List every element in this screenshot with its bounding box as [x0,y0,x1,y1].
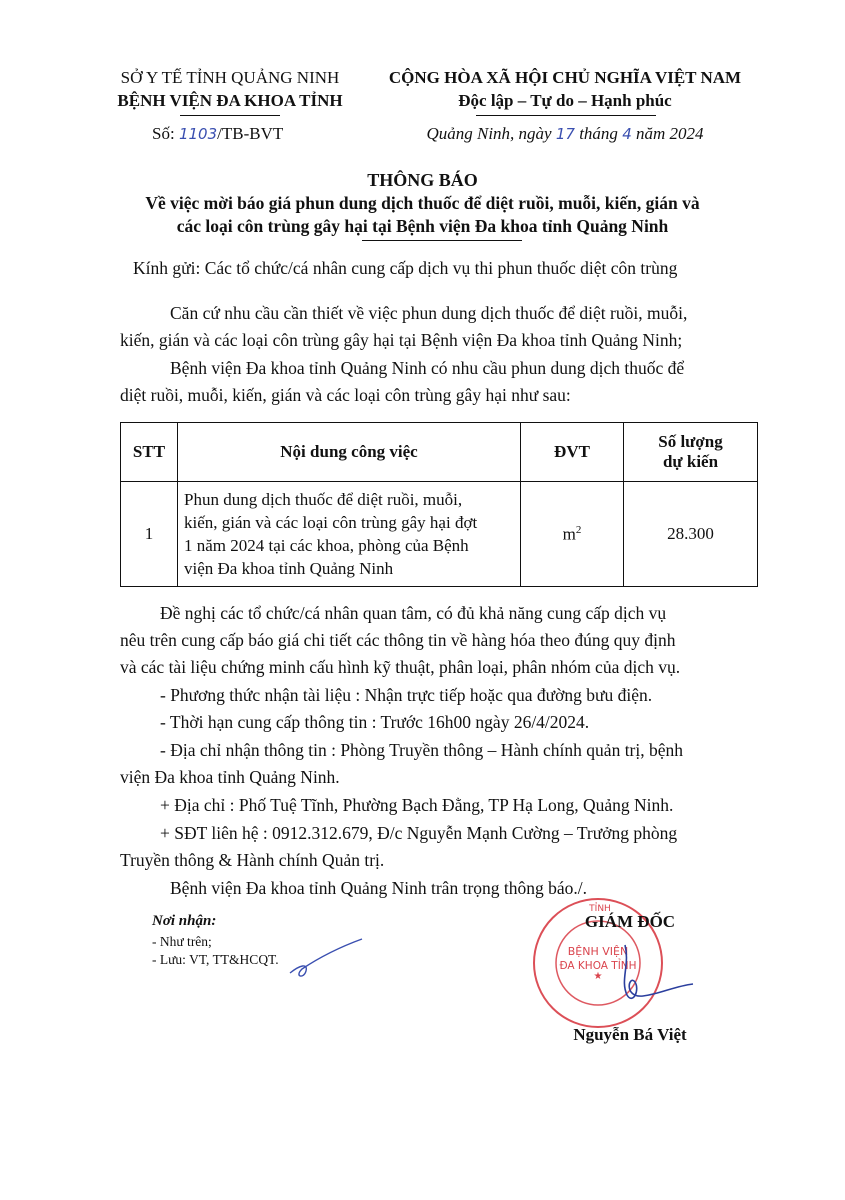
header-stt: STT [121,423,178,482]
notice-subtitle-line2: các loại côn trùng gây hại tại Bệnh viện Đa khoa tỉnh Quảng Ninh [176,216,669,236]
document-date [360,124,770,144]
row-quantity: 28.300 [624,482,758,587]
row-unit [521,482,624,587]
body-p3-l1: Đề nghị các tổ chức/cá nhân quan tâm, có đủ khả năng cung cấp dịch vụ [160,603,667,623]
body-address-l2: viện Đa khoa tỉnh Quảng Ninh. [120,767,340,787]
nation-underline [476,115,656,116]
initial-signature-icon [280,935,370,985]
date-day-handwritten: 17 [555,125,575,143]
document-number [152,124,372,144]
nation-line1: CỘNG HÒA XÃ HỘI CHỦ NGHĨA VIỆT NAM [388,68,742,87]
notice-title: THÔNG BÁO [367,170,478,190]
header-quantity [624,423,758,482]
svg-text:★: ★ [593,971,603,982]
body-address-l1: - Địa chỉ nhận thông tin : Phòng Truyền thông – Hành chính quản trị, bệnh [160,740,684,760]
table-header-row [121,423,758,482]
body-phone-l2: Truyền thông & Hành chính Quản trị. [120,850,385,870]
row-content [178,482,521,587]
title-underline [362,240,522,241]
org-line2: BỆNH VIỆN ĐA KHOA TỈNH [117,91,343,110]
intro-p2-l2: diệt ruồi, muỗi, kiến, gián và các loại côn trùng gây hại như sau: [120,385,571,405]
body-p3-l2: nêu trên cung cấp báo giá chi tiết các thông tin về hàng hóa theo đúng quy định [120,630,676,650]
date-month-handwritten: 4 [622,125,632,143]
nation-line2: Độc lập – Tự do – Hạnh phúc [458,91,672,110]
stamp-inner-l1: BỆNH VIỆN [567,945,629,958]
row-content-l1: Phun dung dịch thuốc để diệt ruồi, muỗi, [184,490,463,509]
date-part2: tháng [579,124,618,143]
row-stt: 1 [121,482,178,587]
body-method: - Phương thức nhận tài liệu : Nhận trực tiếp hoặc qua đường bưu điện. [160,685,653,705]
number-prefix: Số: [152,124,175,143]
row-unit-base: m [562,524,576,544]
stamp-top-text: TỈNH [589,904,611,914]
service-table [120,422,758,587]
date-part1: Quảng Ninh, ngày [426,124,552,143]
body-addr-detail: + Địa chỉ : Phố Tuệ Tĩnh, Phường Bạch Đằng, TP Hạ Long, Quảng Ninh. [160,795,674,815]
header-content: Nội dung công việc [178,423,521,482]
row-content-l2: kiến, gián và các loại côn trùng gây hại đợt [184,513,478,532]
signer-name: Nguyễn Bá Việt [573,1025,687,1044]
body-deadline: - Thời hạn cung cấp thông tin : Trước 16h00 ngày 26/4/2024. [160,712,590,732]
number-suffix: /TB-BVT [217,124,284,143]
number-handwritten: 1103 [178,125,218,143]
body-closing: Bệnh viện Đa khoa tỉnh Quảng Ninh trân trọng thông báo./. [170,878,588,898]
recipient-line: Kính gửi: Các tổ chức/cá nhân cung cấp dịch vụ thi phun thuốc diệt côn trùng [133,258,678,278]
signer-position: GIÁM ĐỐC [584,912,676,931]
row-content-l3: 1 năm 2024 tại các khoa, phòng của Bệnh [184,536,469,555]
director-signature-icon [585,940,705,1020]
header-quantity-l1: Số lượng [658,432,723,451]
org-underline [180,115,280,116]
recipient-item-1: - Như trên; [152,934,212,949]
row-unit-sup: 2 [575,523,582,536]
stamp-inner-l2: ĐA KHOA TỈNH [559,960,637,972]
recipients-title: Nơi nhận: [152,913,217,929]
intro-p2-l1: Bệnh viện Đa khoa tỉnh Quảng Ninh có nhu cầu phun dung dịch thuốc để [170,358,685,378]
recipient-item-2: - Lưu: VT, TT&HCQT. [152,952,279,967]
body-p3-l3: và các tài liệu chứng minh cấu hình kỹ thuật, phân loại, phân nhóm của dịch vụ. [120,657,681,677]
row-content-l4: viện Đa khoa tỉnh Quảng Ninh [184,559,394,578]
header-unit: ĐVT [521,423,624,482]
intro-p1-l2: kiến, gián và các loại côn trùng gây hại tại Bệnh viện Đa khoa tỉnh Quảng Ninh; [120,330,683,350]
header-quantity-l2: dự kiến [662,452,719,471]
date-part3: năm 2024 [635,124,704,143]
body-phone-l1: + SĐT liên hệ : 0912.312.679, Đ/c Nguyễn Mạnh Cường – Trưởng phòng [160,823,678,843]
table-row [121,482,758,587]
intro-p1-l1: Căn cứ nhu cầu cần thiết về việc phun dung dịch thuốc để diệt ruồi, muỗi, [170,303,688,323]
org-line1: SỞ Y TẾ TỈNH QUẢNG NINH [120,68,340,87]
notice-subtitle-line1: Về việc mời báo giá phun dung dịch thuốc để diệt ruồi, muỗi, kiến, gián và [145,193,700,213]
